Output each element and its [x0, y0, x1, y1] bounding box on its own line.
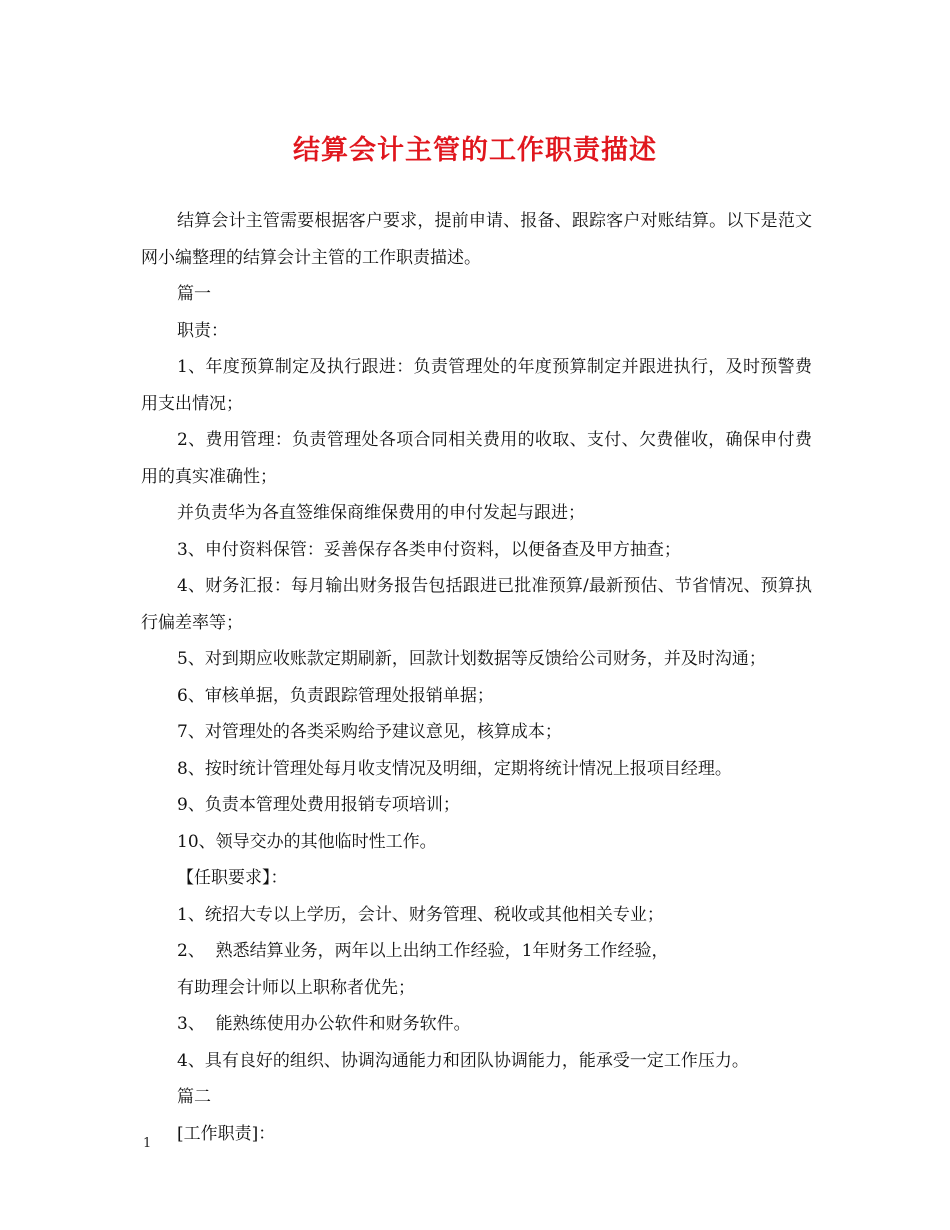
duty-item-8: 8、按时统计管理处每月收支情况及明细，定期将统计情况上报项目经理。 [177, 758, 732, 779]
requirement-item-1: 1、统招大专以上学历，会计、财务管理、税收或其他相关专业； [177, 904, 664, 925]
section-heading-part-one: 篇一 [177, 284, 211, 304]
requirement-item-4: 4、具有良好的组织、协调沟通能力和团队协调能力，能承受一定工作压力。 [177, 1050, 749, 1071]
duty-item-6: 6、审核单据，负责跟踪管理处报销单据； [177, 685, 494, 706]
page-number: 1 [143, 1136, 152, 1151]
duty-item-9: 9、负责本管理处费用报销专项培训； [177, 795, 460, 815]
duties-heading: 职责： [177, 320, 228, 341]
requirements-heading: 【任职要求】： [177, 868, 288, 888]
duty-item-2: 2、费用管理：负责管理处各项合同相关费用的收取、支付、欠费催收，确保申付费用的真实准确性； [141, 430, 812, 487]
duty-item-7: 7、对管理处的各类采购给予建议意见，核算成本； [177, 722, 562, 742]
intro-paragraph: 结算会计主管需要根据客户要求，提前申请、报备、跟踪客户对账结算。以下是范文网小编整理的结算会计主管的工作职责描述。 [141, 211, 812, 268]
duty-item-4: 4、财务汇报：每月输出财务报告包括跟进已批准预算/最新预估、节省情况、预算执行偏差率等； [141, 576, 812, 633]
duty-item-3: 3、申付资料保管：妥善保存各类申付资料，以便备查及甲方抽查； [177, 539, 681, 560]
duty-item-1: 1、年度预算制定及执行跟进：负责管理处的年度预算制定并跟进执行，及时预警费用支出情况； [141, 357, 812, 414]
requirement-item-2: 2、 熟悉结算业务，两年以上出纳工作经验，1年财务工作经验， [177, 941, 669, 961]
duty-item-2-continued: 并负责华为各直签维保商维保费用的申付发起与跟进； [177, 503, 585, 523]
duty-item-5: 5、对到期应收账款定期刷新，回款计划数据等反馈给公司财务，并及时沟通； [177, 649, 766, 669]
duty-item-10: 10、领导交办的其他临时性工作。 [177, 831, 437, 852]
document-body [141, 203, 812, 1152]
requirement-item-3: 3、 能熟练使用办公软件和财务软件。 [177, 1014, 471, 1034]
section-heading-part-two: 篇二 [177, 1087, 211, 1107]
requirement-item-2-continued: 有助理会计师以上职称者优先； [177, 977, 415, 998]
work-duties-heading: [工作职责]： [177, 1123, 276, 1144]
document-title: 结算会计主管的工作职责描述 [293, 135, 657, 166]
